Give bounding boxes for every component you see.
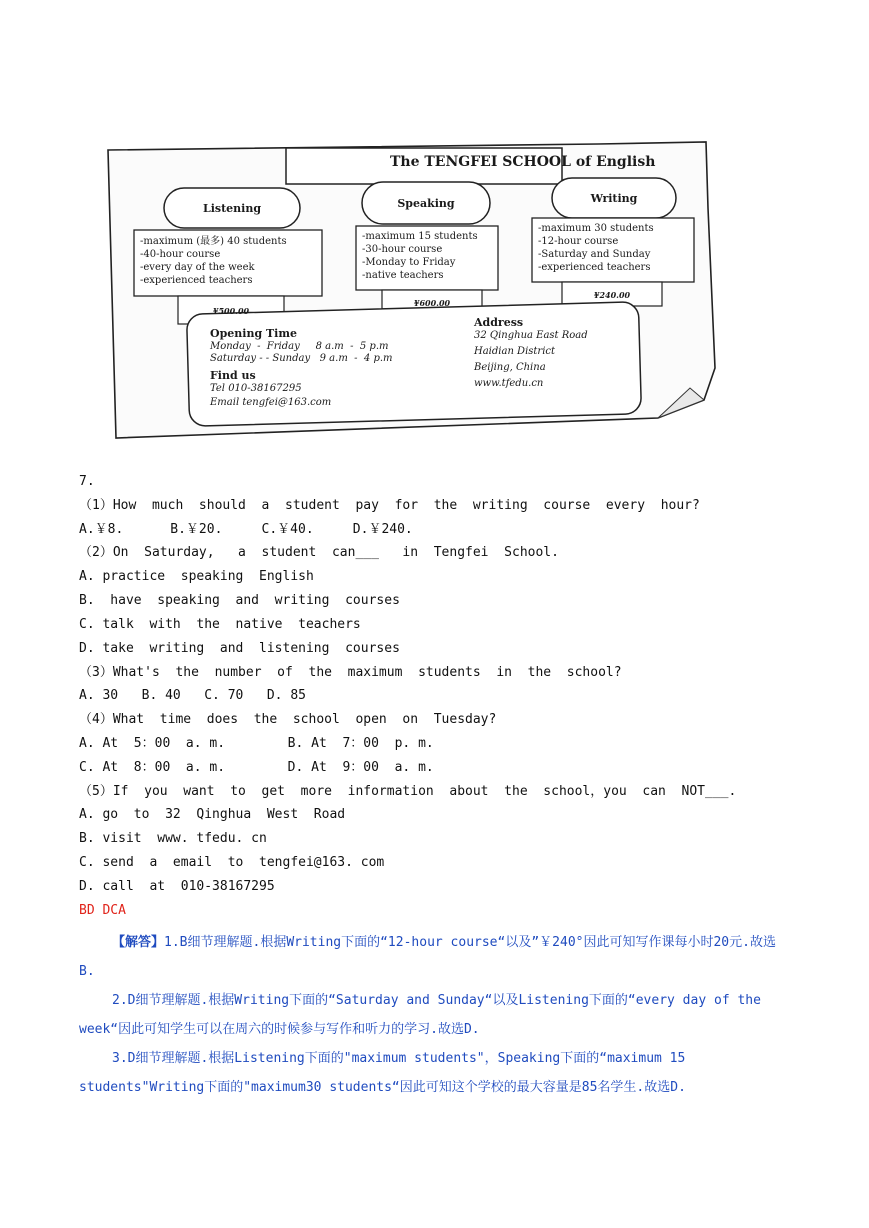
analysis-tag: 【解答】 (112, 935, 165, 950)
question-5-stem: （5）If you want to get more information about the school，you can NOT___. (79, 784, 737, 799)
question-2-option-c: C. talk with the native teachers (79, 617, 361, 632)
analysis-paragraph-1 (79, 928, 791, 986)
feature-line: -native teachers (362, 270, 444, 281)
address-line: 32 Qinghua East Road (474, 330, 588, 341)
question-5-option-a: A. go to 32 Qinghua West Road (79, 807, 346, 822)
speaking-course-name: Speaking (397, 197, 455, 210)
question-2-option-b: B. have speaking and writing courses (79, 593, 400, 608)
question-4-options-ab: A. At 5：00 a. m. B. At 7：00 p. m. (79, 736, 434, 751)
speaking-features (362, 230, 478, 282)
advert-figure (100, 138, 720, 443)
listening-course-name: Listening (202, 202, 262, 215)
address-lines (474, 330, 588, 390)
advert-title: The TENGFEI SCHOOL of English (390, 154, 656, 170)
question-number: 7. (79, 474, 95, 489)
question-5-option-b: B. visit www. tfedu. cn (79, 831, 267, 846)
feature-line: -12-hour course (538, 236, 619, 247)
feature-line: -experienced teachers (538, 262, 651, 273)
find-us-email: Email tengfei@163.com (210, 397, 332, 408)
address-line: www.tfedu.cn (474, 378, 544, 389)
listening-features (140, 235, 287, 287)
feature-line: -experienced teachers (140, 275, 253, 286)
question-2-option-d: D. take writing and listening courses (79, 641, 400, 656)
opening-time-heading: Opening Time (210, 327, 297, 340)
feature-line: -every day of the week (140, 262, 255, 273)
feature-line: -maximum 30 students (538, 223, 654, 234)
question-3-options: A. 30 B. 40 C. 70 D. 85 (79, 688, 306, 703)
writing-course-name: Writing (590, 192, 638, 205)
writing-features (538, 222, 654, 274)
feature-line: -Saturday and Sunday (538, 249, 651, 260)
opening-time-weekdays: Monday - Friday 8 a.m - 5 p.m (210, 341, 389, 352)
analysis-paragraph-3: 3.D细节理解题.根据Listening下面的"maximum students"，Speaking下面的“maximum 15 students"Writing下面的"maximum30 students“因此可知这个学校的最大容量是85名学生.故选D. (79, 1051, 686, 1095)
find-us-heading: Find us (210, 369, 256, 382)
feature-line: -Monday to Friday (362, 257, 456, 268)
answer-key: BD DCA (79, 903, 126, 918)
address-line: Haidian District (474, 346, 556, 357)
question-1-stem: （1）How much should a student pay for the writing course every hour? (79, 498, 700, 513)
question-2-stem: （2）On Saturday, a student can___ in Tengfei School. (79, 545, 559, 560)
analysis-text-1: 1.B细节理解题.根据Writing下面的“12-hour course“以及”￥240°因此可知写作课每小时20元.故选B. (79, 935, 776, 979)
speaking-price: ¥600.00 (413, 298, 451, 308)
opening-time-weekend: Saturday - - Sunday 9 a.m - 4 p.m (210, 353, 393, 364)
listening-price: ¥500.00 (212, 306, 250, 316)
address-line: Beijing, China (474, 362, 546, 373)
address-heading: Address (474, 316, 524, 329)
question-5-option-d: D. call at 010-38167295 (79, 879, 275, 894)
analysis-paragraph-2: 2.D细节理解题.根据Writing下面的“Saturday and Sunday“以及Listening下面的“every day of the week“因此可知学生可以在周六的时候参与写作和听力的学习.故选D. (79, 993, 761, 1037)
analysis-block (79, 928, 791, 1102)
feature-line: -maximum 15 students (362, 231, 478, 242)
feature-line: -30-hour course (362, 244, 443, 255)
find-us-tel: Tel 010-38167295 (210, 383, 302, 394)
question-3-stem: （3）What's the number of the maximum students in the school? (79, 665, 622, 680)
question-4-options-cd: C. At 8：00 a. m. D. At 9：00 a. m. (79, 760, 434, 775)
question-4-stem: （4）What time does the school open on Tuesday? (79, 712, 497, 727)
question-2-option-a: A. practice speaking English (79, 569, 314, 584)
feature-line: -40-hour course (140, 249, 221, 260)
question-5-option-c: C. send a email to tengfei@163. com (79, 855, 385, 870)
question-1-options: A.￥8. B.￥20. C.￥40. D.￥240. (79, 522, 413, 537)
writing-price: ¥240.00 (593, 290, 631, 300)
feature-line: -maximum (最多) 40 students (140, 236, 287, 247)
